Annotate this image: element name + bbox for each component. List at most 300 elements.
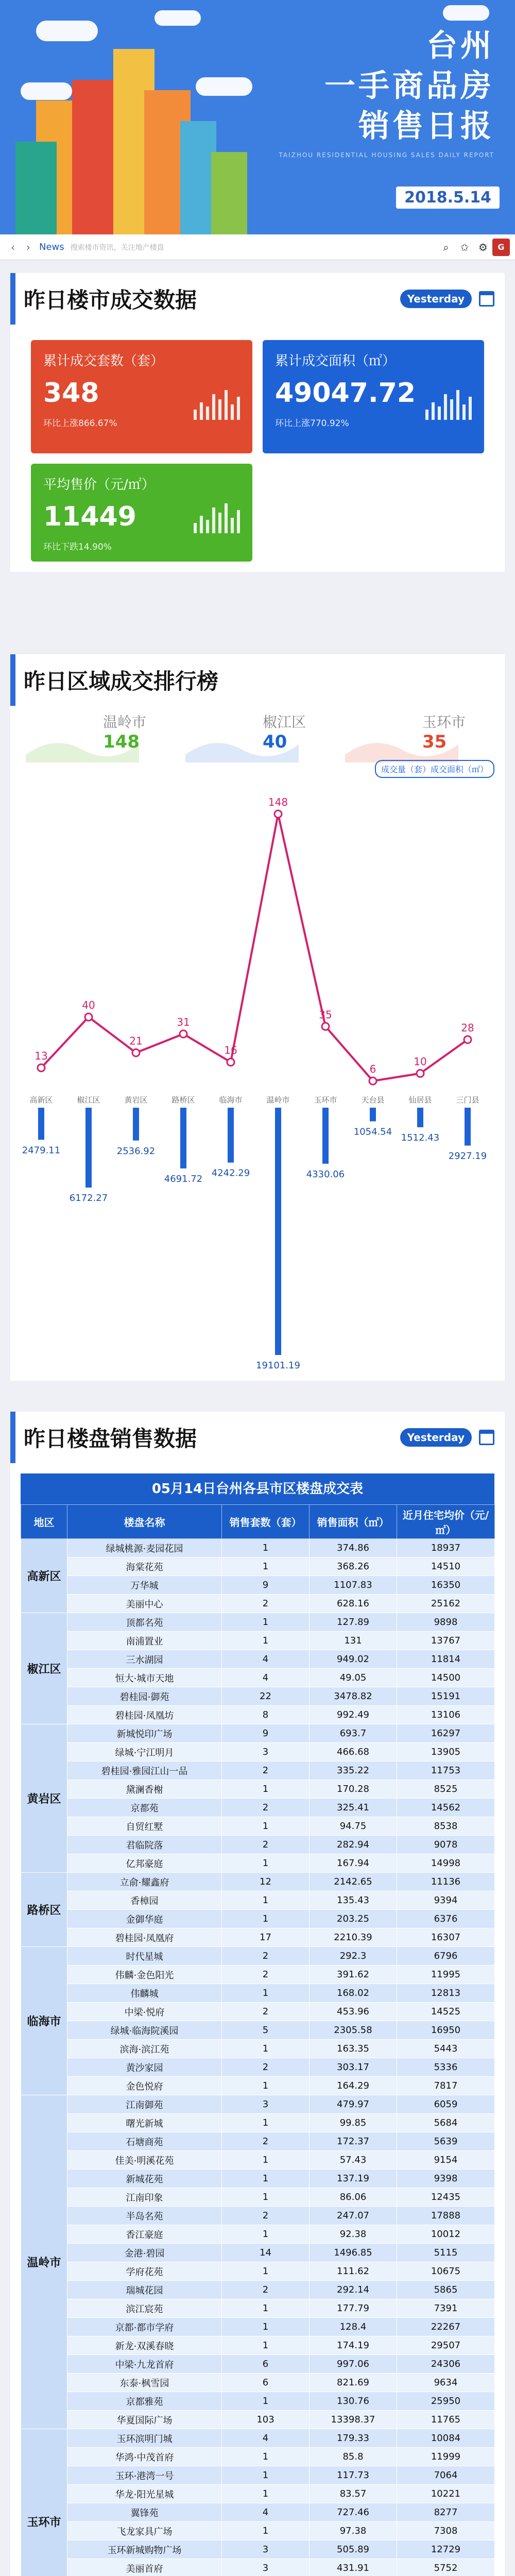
category-tick-label: 天台县 [361,1095,385,1105]
project-name-cell: 香江豪庭 [67,2225,222,2244]
category-tick-label: 三门县 [456,1095,479,1105]
category-tick-label: 路桥区 [171,1095,195,1105]
ranking-section [10,654,505,1381]
table-row [21,1706,495,1724]
sold-units-cell: 22 [222,1687,310,1706]
sold-units-cell: 1 [222,1984,310,2003]
project-name-cell: 立俞·耀鑫府 [67,1873,222,1891]
project-name-cell: 伟麟城 [67,1984,222,2003]
sold-units-cell: 4 [222,1669,310,1687]
table-row [21,2058,495,2077]
project-name-cell: 南浦置业 [67,1632,222,1650]
cloud-decoration [21,82,72,100]
title-line: 台州 [426,28,494,64]
table-row [21,2299,495,2318]
table-row [21,1557,495,1576]
column-header: 楼盘名称 [67,1505,222,1539]
project-name-cell: 翼锋苑 [67,2503,222,2522]
table-row [21,2077,495,2095]
count-data-label: 13 [35,1049,48,1062]
search-input[interactable]: 搜索楼市资讯，关注地产楼盘 [70,243,164,252]
sold-units-cell: 1 [222,1632,310,1650]
table-row [21,2151,495,2170]
avg-price-cell: 16950 [397,2021,495,2040]
sold-area-cell: 117.73 [310,2466,397,2485]
count-data-label: 28 [461,1021,474,1034]
project-name-cell: 滨海·滨江苑 [67,2040,222,2058]
avg-price-cell: 17888 [397,2207,495,2225]
sold-area-cell: 1496.85 [310,2244,397,2262]
card-value: 348 [43,378,99,409]
sold-area-cell: 168.02 [310,1984,397,2003]
sold-area-cell: 170.28 [310,1780,397,1799]
area-data-label: 4691.72 [164,1173,203,1184]
card-label: 累计成交套数（套） [43,353,164,369]
cloud-decoration [154,10,201,26]
area-bar [228,1108,234,1163]
card-change: 环比上涨770.92% [275,418,349,429]
calendar-icon [479,1430,494,1445]
sold-units-cell: 17 [222,1928,310,1947]
sold-units-cell: 3 [222,1743,310,1761]
category-tick-label: 仙居县 [408,1095,432,1105]
sold-units-cell: 8 [222,1706,310,1724]
area-bar [180,1108,186,1168]
region-cell: 临海市 [21,1947,67,2095]
region-ranking-chart [10,778,505,1376]
project-name-cell: 三水湖园 [67,1650,222,1669]
sold-units-cell: 2 [222,1761,310,1780]
table-row [21,1576,495,1595]
avg-price-cell: 10675 [397,2262,495,2281]
table-row [21,1687,495,1706]
table-row [21,2540,495,2559]
star-icon[interactable]: ✩ [460,241,469,253]
sold-units-cell: 1 [222,2188,310,2207]
table-row [21,2170,495,2188]
project-name-cell: 中梁·九龙首府 [67,2355,222,2374]
sold-area-cell: 303.17 [310,2058,397,2077]
avg-price-cell: 11995 [397,1965,495,1984]
avg-price-cell: 8538 [397,1817,495,1836]
avg-price-cell: 5639 [397,2132,495,2151]
avg-price-cell: 9634 [397,2374,495,2392]
rank-region-name: 温岭市 [103,714,147,731]
region-cell: 玉环市 [21,2429,67,2576]
avg-price-cell: 14525 [397,2003,495,2021]
card-value: 49047.72 [275,378,416,409]
avg-price-cell: 25950 [397,2392,495,2411]
rank-first [26,711,170,762]
count-point [322,1023,329,1030]
avg-price-cell: 14500 [397,1669,495,1687]
table-row [21,1613,495,1632]
rank-value: 35 [422,732,447,752]
avg-price-cell: 5865 [397,2281,495,2299]
search-icon[interactable]: ⌕ [443,241,449,253]
project-name-cell: 瑞城花园 [67,2281,222,2299]
count-data-label: 35 [319,1008,332,1021]
table-row [21,1761,495,1780]
project-name-cell: 顶都名苑 [67,1613,222,1632]
project-name-cell: 华龙·阳光星城 [67,2485,222,2503]
sold-units-cell: 3 [222,2559,310,2576]
table-row [21,2429,495,2448]
table-row [21,2448,495,2466]
project-name-cell: 京都·都市学府 [67,2318,222,2336]
table-row [21,2411,495,2429]
table-row [21,1984,495,2003]
avg-price-cell: 24306 [397,2355,495,2374]
building-illustration [15,142,57,234]
area-bar [275,1108,281,1355]
table-row [21,2225,495,2244]
avg-price-cell: 5684 [397,2114,495,2132]
sold-area-cell: 111.62 [310,2262,397,2281]
sold-area-cell: 94.75 [310,1817,397,1836]
section-title: 昨日楼盘销售数据 [24,1426,197,1451]
sales-table-wrapper [21,1473,494,2576]
count-data-label: 148 [268,796,288,808]
project-name-cell: 半岛名苑 [67,2207,222,2225]
count-point [369,1077,376,1084]
region-cell: 高新区 [21,1539,67,1613]
sold-units-cell: 2 [222,1595,310,1613]
table-row [21,1965,495,1984]
table-row [21,1632,495,1650]
project-name-cell: 香樟园 [67,1891,222,1910]
area-data-label: 2479.11 [22,1145,61,1156]
sold-units-cell: 1 [222,1817,310,1836]
project-name-cell: 恒大·城市天地 [67,1669,222,1687]
table-row [21,1743,495,1761]
region-cell: 温岭市 [21,2095,67,2429]
category-tick-label: 温岭市 [266,1095,290,1105]
project-name-cell: 京都苑 [67,1799,222,1817]
avg-price-cell: 13106 [397,1706,495,1724]
rank-third [345,711,489,762]
sold-units-cell: 9 [222,1576,310,1595]
count-data-label: 40 [82,999,95,1012]
project-name-cell: 飞龙家具广场 [67,2522,222,2540]
category-tick-label: 黄岩区 [124,1095,148,1105]
sold-area-cell: 292.3 [310,1947,397,1965]
project-name-cell: 绿城桃源·麦园花园 [67,1539,222,1557]
sold-area-cell: 13398.37 [310,2411,397,2429]
sold-area-cell: 49.05 [310,1669,397,1687]
card-label: 累计成交面积（㎡） [275,353,396,369]
project-name-cell: 金御华庭 [67,1910,222,1928]
project-name-cell: 佳美·明溪花苑 [67,2151,222,2170]
area-data-label: 6172.27 [69,1193,108,1204]
avg-price-cell: 9394 [397,1891,495,1910]
sold-units-cell: 2 [222,1947,310,1965]
avg-price-cell: 11753 [397,1761,495,1780]
avg-price-cell: 6796 [397,1947,495,1965]
rank-value: 40 [263,732,287,752]
report-header [0,0,515,234]
card-change: 环比上涨866.67% [43,418,117,429]
project-name-cell: 绿城·宁江明月 [67,1743,222,1761]
cloud-decoration [196,77,252,96]
avg-price-cell: 10084 [397,2429,495,2448]
sold-area-cell: 374.86 [310,1539,397,1557]
card-value: 11449 [43,501,136,532]
bar-sparkline-icon [194,502,240,533]
table-row [21,2522,495,2540]
avg-price-cell: 10221 [397,2485,495,2503]
table-row [21,2095,495,2114]
count-point [85,1013,92,1021]
card-change: 环比下跌14.90% [43,542,112,552]
sold-units-cell: 1 [222,2040,310,2058]
table-row [21,2188,495,2207]
sold-area-cell: 997.06 [310,2355,397,2374]
avg-price-cell: 5443 [397,2040,495,2058]
sold-units-cell: 1 [222,1613,310,1632]
sold-area-cell: 1107.83 [310,1576,397,1595]
news-tab[interactable]: News [39,242,64,252]
deal-area-card [263,340,484,453]
avg-price-cell: 8277 [397,2503,495,2522]
project-name-cell: 新城花苑 [67,2170,222,2188]
sold-area-cell: 137.19 [310,2170,397,2188]
count-series-line [41,814,468,1081]
category-tick-label: 玉环市 [314,1095,337,1105]
sold-units-cell: 1 [222,2466,310,2485]
sold-units-cell: 1 [222,2262,310,2281]
rank-region-name: 玉环市 [422,714,466,731]
rank-value: 148 [103,732,140,752]
avg-price-cell: 6059 [397,2095,495,2114]
section-title: 昨日区域成交排行榜 [24,669,219,694]
project-name-cell: 石塘商苑 [67,2132,222,2151]
count-data-label: 6 [369,1063,376,1076]
avg-price-cell: 5336 [397,2058,495,2077]
sold-area-cell: 3478.82 [310,1687,397,1706]
sold-units-cell: 1 [222,1891,310,1910]
project-name-cell: 碧桂园·御苑 [67,1687,222,1706]
sold-area-cell: 179.33 [310,2429,397,2448]
sold-units-cell: 1 [222,2392,310,2411]
project-name-cell: 新城悦印广场 [67,1724,222,1743]
sold-area-cell: 128.4 [310,2318,397,2336]
area-data-label: 1054.54 [353,1126,392,1138]
table-row [21,1873,495,1891]
project-name-cell: 碧桂园·雅园江山一品 [67,1761,222,1780]
bar-sparkline-icon [425,389,472,420]
count-point [180,1030,187,1038]
avg-price-cell: 11765 [397,2411,495,2429]
sold-area-cell: 177.79 [310,2299,397,2318]
avg-price-cell: 11136 [397,1873,495,1891]
project-name-cell: 金港·碧园 [67,2244,222,2262]
project-name-cell: 君临院落 [67,1836,222,1854]
table-title: 05月14日台州各县市区楼盘成交表 [21,1473,494,1504]
sold-area-cell: 167.94 [310,1854,397,1873]
forward-icon[interactable]: › [26,241,30,253]
project-name-cell: 学府花苑 [67,2262,222,2281]
title-line: 一手商品房 [324,68,494,104]
count-point [132,1049,140,1056]
sold-area-cell: 282.94 [310,1836,397,1854]
sold-units-cell: 6 [222,2355,310,2374]
avg-price-cell: 16297 [397,1724,495,1743]
avg-price-cell: 5115 [397,2244,495,2262]
table-body [21,1539,495,2576]
project-name-cell: 美丽首府 [67,2559,222,2576]
project-name-cell: 时代星城 [67,1947,222,1965]
sold-area-cell: 431.91 [310,2559,397,2576]
project-name-cell: 玉环新城购物广场 [67,2540,222,2559]
table-row [21,2114,495,2132]
report-date: 2018.5.14 [396,187,500,209]
avg-price-cell: 7391 [397,2299,495,2318]
sold-area-cell: 391.62 [310,1965,397,1984]
table-row [21,2281,495,2299]
sold-units-cell: 1 [222,2318,310,2336]
yesterday-badge: Yesterday [400,290,472,308]
avg-price-cell: 29507 [397,2336,495,2355]
count-data-label: 21 [129,1035,143,1047]
sold-area-cell: 628.16 [310,1595,397,1613]
avg-price-cell: 22267 [397,2318,495,2336]
sold-area-cell: 86.06 [310,2188,397,2207]
sold-units-cell: 1 [222,2170,310,2188]
sold-area-cell: 821.69 [310,2374,397,2392]
avg-price-cell: 14510 [397,1557,495,1576]
area-bar [322,1108,329,1164]
table-row [21,2503,495,2522]
project-name-cell: 海棠花苑 [67,1557,222,1576]
column-header: 近月住宅均价（元/㎡） [397,1505,495,1539]
column-header: 地区 [21,1505,67,1539]
sold-units-cell: 2 [222,2207,310,2225]
project-name-cell: 金色悦府 [67,2077,222,2095]
table-row [21,1650,495,1669]
settings-icon[interactable]: ⚙ [478,241,488,253]
sold-area-cell: 57.43 [310,2151,397,2170]
sold-units-cell: 4 [222,1650,310,1669]
project-name-cell: 黄沙家园 [67,2058,222,2077]
table-row [21,2355,495,2374]
sold-units-cell: 3 [222,2540,310,2559]
project-name-cell: 江南御苑 [67,2095,222,2114]
sold-units-cell: 2 [222,1965,310,1984]
sold-area-cell: 99.85 [310,2114,397,2132]
section-title: 昨日楼市成交数据 [24,287,197,313]
sold-units-cell: 1 [222,2077,310,2095]
sold-area-cell: 368.26 [310,1557,397,1576]
count-point [464,1036,471,1043]
avg-price-cell: 12729 [397,2540,495,2559]
avg-price-cell: 11814 [397,1650,495,1669]
browser-toolbar [0,234,515,260]
sold-area-cell: 727.46 [310,2503,397,2522]
chart-legend: 成交量（套）成交面积（㎡） [375,760,494,778]
area-bar [417,1108,423,1127]
sold-units-cell: 12 [222,1873,310,1891]
sold-units-cell: 1 [222,2299,310,2318]
sold-area-cell: 203.25 [310,1910,397,1928]
table-row [21,2132,495,2151]
cloud-decoration [443,5,489,21]
count-point [274,810,282,818]
back-icon[interactable]: ‹ [11,241,15,253]
project-name-cell: 黛澜香榭 [67,1780,222,1799]
table-row [21,1799,495,1817]
avg-price-cell: 6376 [397,1910,495,1928]
project-name-cell: 东泰·枫雪园 [67,2374,222,2392]
table-row [21,1817,495,1836]
table-row [21,2262,495,2281]
sold-units-cell: 2 [222,1836,310,1854]
sold-units-cell: 2 [222,2132,310,2151]
table-row [21,1928,495,1947]
avg-price-cell: 16350 [397,1576,495,1595]
avg-price-cell: 16307 [397,1928,495,1947]
avg-price-cell: 9078 [397,1836,495,1854]
table-row [21,2374,495,2392]
avg-price-cell: 13905 [397,1743,495,1761]
table-row [21,2207,495,2225]
table-row [21,1910,495,1928]
avg-price-cell: 8525 [397,1780,495,1799]
sold-units-cell: 1 [222,2114,310,2132]
sold-units-cell: 1 [222,2448,310,2466]
sold-units-cell: 1 [222,2151,310,2170]
region-cell: 椒江区 [21,1613,67,1724]
project-name-cell: 伟麟·金色阳光 [67,1965,222,1984]
section-header [10,273,505,325]
project-name-cell: 玉环滨明门城 [67,2429,222,2448]
sold-area-cell: 172.37 [310,2132,397,2151]
sold-units-cell: 1 [222,2225,310,2244]
avg-price-cell: 14998 [397,1854,495,1873]
category-tick-label: 高新区 [29,1095,53,1105]
avg-price-cell: 13767 [397,1632,495,1650]
sold-area-cell: 693.7 [310,1724,397,1743]
sold-units-cell: 103 [222,2411,310,2429]
count-data-label: 10 [414,1055,427,1068]
brand-logo[interactable]: G [492,239,510,256]
deal-count-card [31,340,252,453]
sold-area-cell: 992.49 [310,1706,397,1724]
sold-area-cell: 2210.39 [310,1928,397,1947]
table-row [21,2466,495,2485]
avg-price-cell: 7817 [397,2077,495,2095]
project-name-cell: 江南印象 [67,2188,222,2207]
cloud-decoration [36,21,98,41]
project-name-cell: 新龙·双溪春晓 [67,2336,222,2355]
table-row [21,2318,495,2336]
count-point [38,1064,45,1072]
building-illustration [211,152,247,234]
sold-units-cell: 1 [222,2485,310,2503]
table-row [21,1669,495,1687]
project-name-cell: 碧桂园·凤凰坊 [67,1706,222,1724]
sold-units-cell: 5 [222,2021,310,2040]
section-header [10,1412,505,1463]
count-data-label: 31 [177,1015,190,1028]
sold-area-cell: 505.89 [310,2540,397,2559]
count-data-label: 16 [224,1044,237,1057]
title-line: 销售日报 [358,108,494,144]
project-name-cell: 京都雅苑 [67,2392,222,2411]
sold-units-cell: 2 [222,2058,310,2077]
sold-area-cell: 247.07 [310,2207,397,2225]
project-name-cell: 中梁·悦府 [67,2003,222,2021]
